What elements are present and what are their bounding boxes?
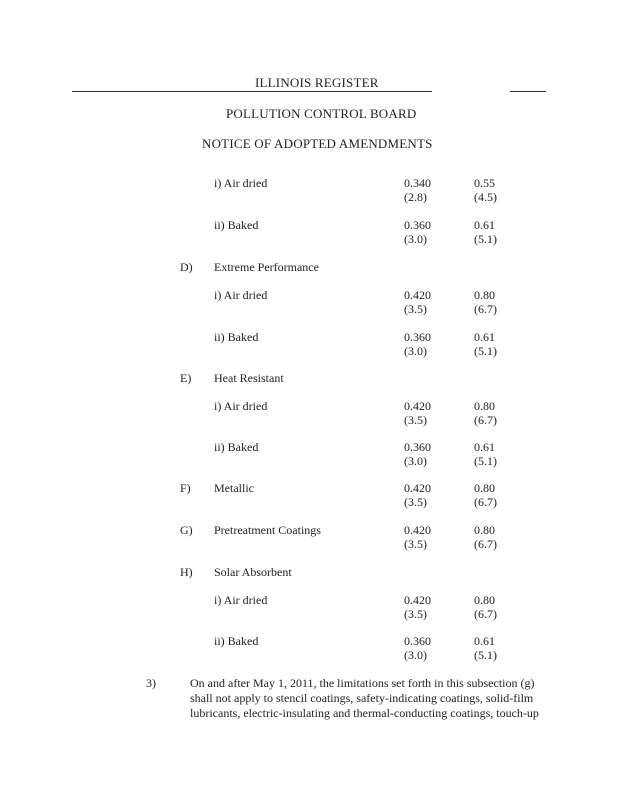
value-voc: 0.420 <box>404 288 431 302</box>
value-voc: 0.420 <box>404 593 431 607</box>
value-solids-metric: (6.7) <box>474 607 497 621</box>
value-solids: 0.80 <box>474 523 495 537</box>
header-rule-right <box>510 91 546 92</box>
value-solids-metric: (5.1) <box>474 344 497 358</box>
category-desc: Metallic <box>214 481 254 495</box>
value-solids: 0.80 <box>474 399 495 413</box>
value-solids-metric: (6.7) <box>474 302 497 316</box>
row-label: ii) Baked <box>214 330 259 344</box>
value-voc: 0.360 <box>404 330 431 344</box>
value-solids-metric: (6.7) <box>474 413 497 427</box>
row-label: i) Air dried <box>214 288 268 302</box>
value-voc: 0.360 <box>404 218 431 232</box>
value-voc-metric: (3.5) <box>404 413 427 427</box>
category-desc: Extreme Performance <box>214 260 319 274</box>
row-label: i) Air dried <box>214 399 268 413</box>
value-voc-metric: (2.8) <box>404 190 427 204</box>
category-desc: Heat Resistant <box>214 371 284 385</box>
value-voc: 0.360 <box>404 440 431 454</box>
value-voc-metric: (3.0) <box>404 454 427 468</box>
value-solids: 0.80 <box>474 481 495 495</box>
value-solids-metric: (4.5) <box>474 190 497 204</box>
value-solids: 0.61 <box>474 330 495 344</box>
value-solids: 0.61 <box>474 634 495 648</box>
value-voc-metric: (3.5) <box>404 495 427 509</box>
value-voc-metric: (3.0) <box>404 232 427 246</box>
row-label: i) Air dried <box>214 176 268 190</box>
agency-title: POLLUTION CONTROL BOARD <box>226 106 417 121</box>
value-solids-metric: (6.7) <box>474 495 497 509</box>
row-label: ii) Baked <box>214 440 259 454</box>
register-title: ILLINOIS REGISTER <box>255 75 379 90</box>
value-voc-metric: (3.5) <box>404 302 427 316</box>
category-label: D) <box>180 260 193 274</box>
value-solids-metric: (6.7) <box>474 537 497 551</box>
paragraph-number: 3) <box>146 676 156 690</box>
value-voc-metric: (3.5) <box>404 537 427 551</box>
row-label: i) Air dried <box>214 593 268 607</box>
value-voc-metric: (3.0) <box>404 344 427 358</box>
value-voc: 0.420 <box>404 399 431 413</box>
header-rule-left <box>72 91 432 92</box>
value-voc: 0.420 <box>404 523 431 537</box>
value-voc-metric: (3.0) <box>404 648 427 662</box>
value-voc: 0.420 <box>404 481 431 495</box>
category-desc: Pretreatment Coatings <box>214 523 321 537</box>
notice-title: NOTICE OF ADOPTED AMENDMENTS <box>202 136 433 151</box>
category-label: F) <box>180 481 191 495</box>
category-label: H) <box>180 565 193 579</box>
value-voc: 0.360 <box>404 634 431 648</box>
row-label: ii) Baked <box>214 218 259 232</box>
value-solids-metric: (5.1) <box>474 648 497 662</box>
value-voc: 0.340 <box>404 176 431 190</box>
value-solids: 0.80 <box>474 593 495 607</box>
row-label: ii) Baked <box>214 634 259 648</box>
paragraph-text: On and after May 1, 2011, the limitations set forth in this subsection (g) shall not apply to stencil coatings, safety-indicating coatings, solid-film lubricants, electric-insulating and thermal-conducting coatings, touch-up <box>190 676 539 720</box>
value-solids: 0.61 <box>474 440 495 454</box>
value-solids: 0.61 <box>474 218 495 232</box>
value-solids: 0.55 <box>474 176 495 190</box>
value-voc-metric: (3.5) <box>404 607 427 621</box>
category-label: G) <box>180 523 193 537</box>
category-label: E) <box>180 371 192 385</box>
value-solids: 0.80 <box>474 288 495 302</box>
value-solids-metric: (5.1) <box>474 454 497 468</box>
value-solids-metric: (5.1) <box>474 232 497 246</box>
category-desc: Solar Absorbent <box>214 565 292 579</box>
